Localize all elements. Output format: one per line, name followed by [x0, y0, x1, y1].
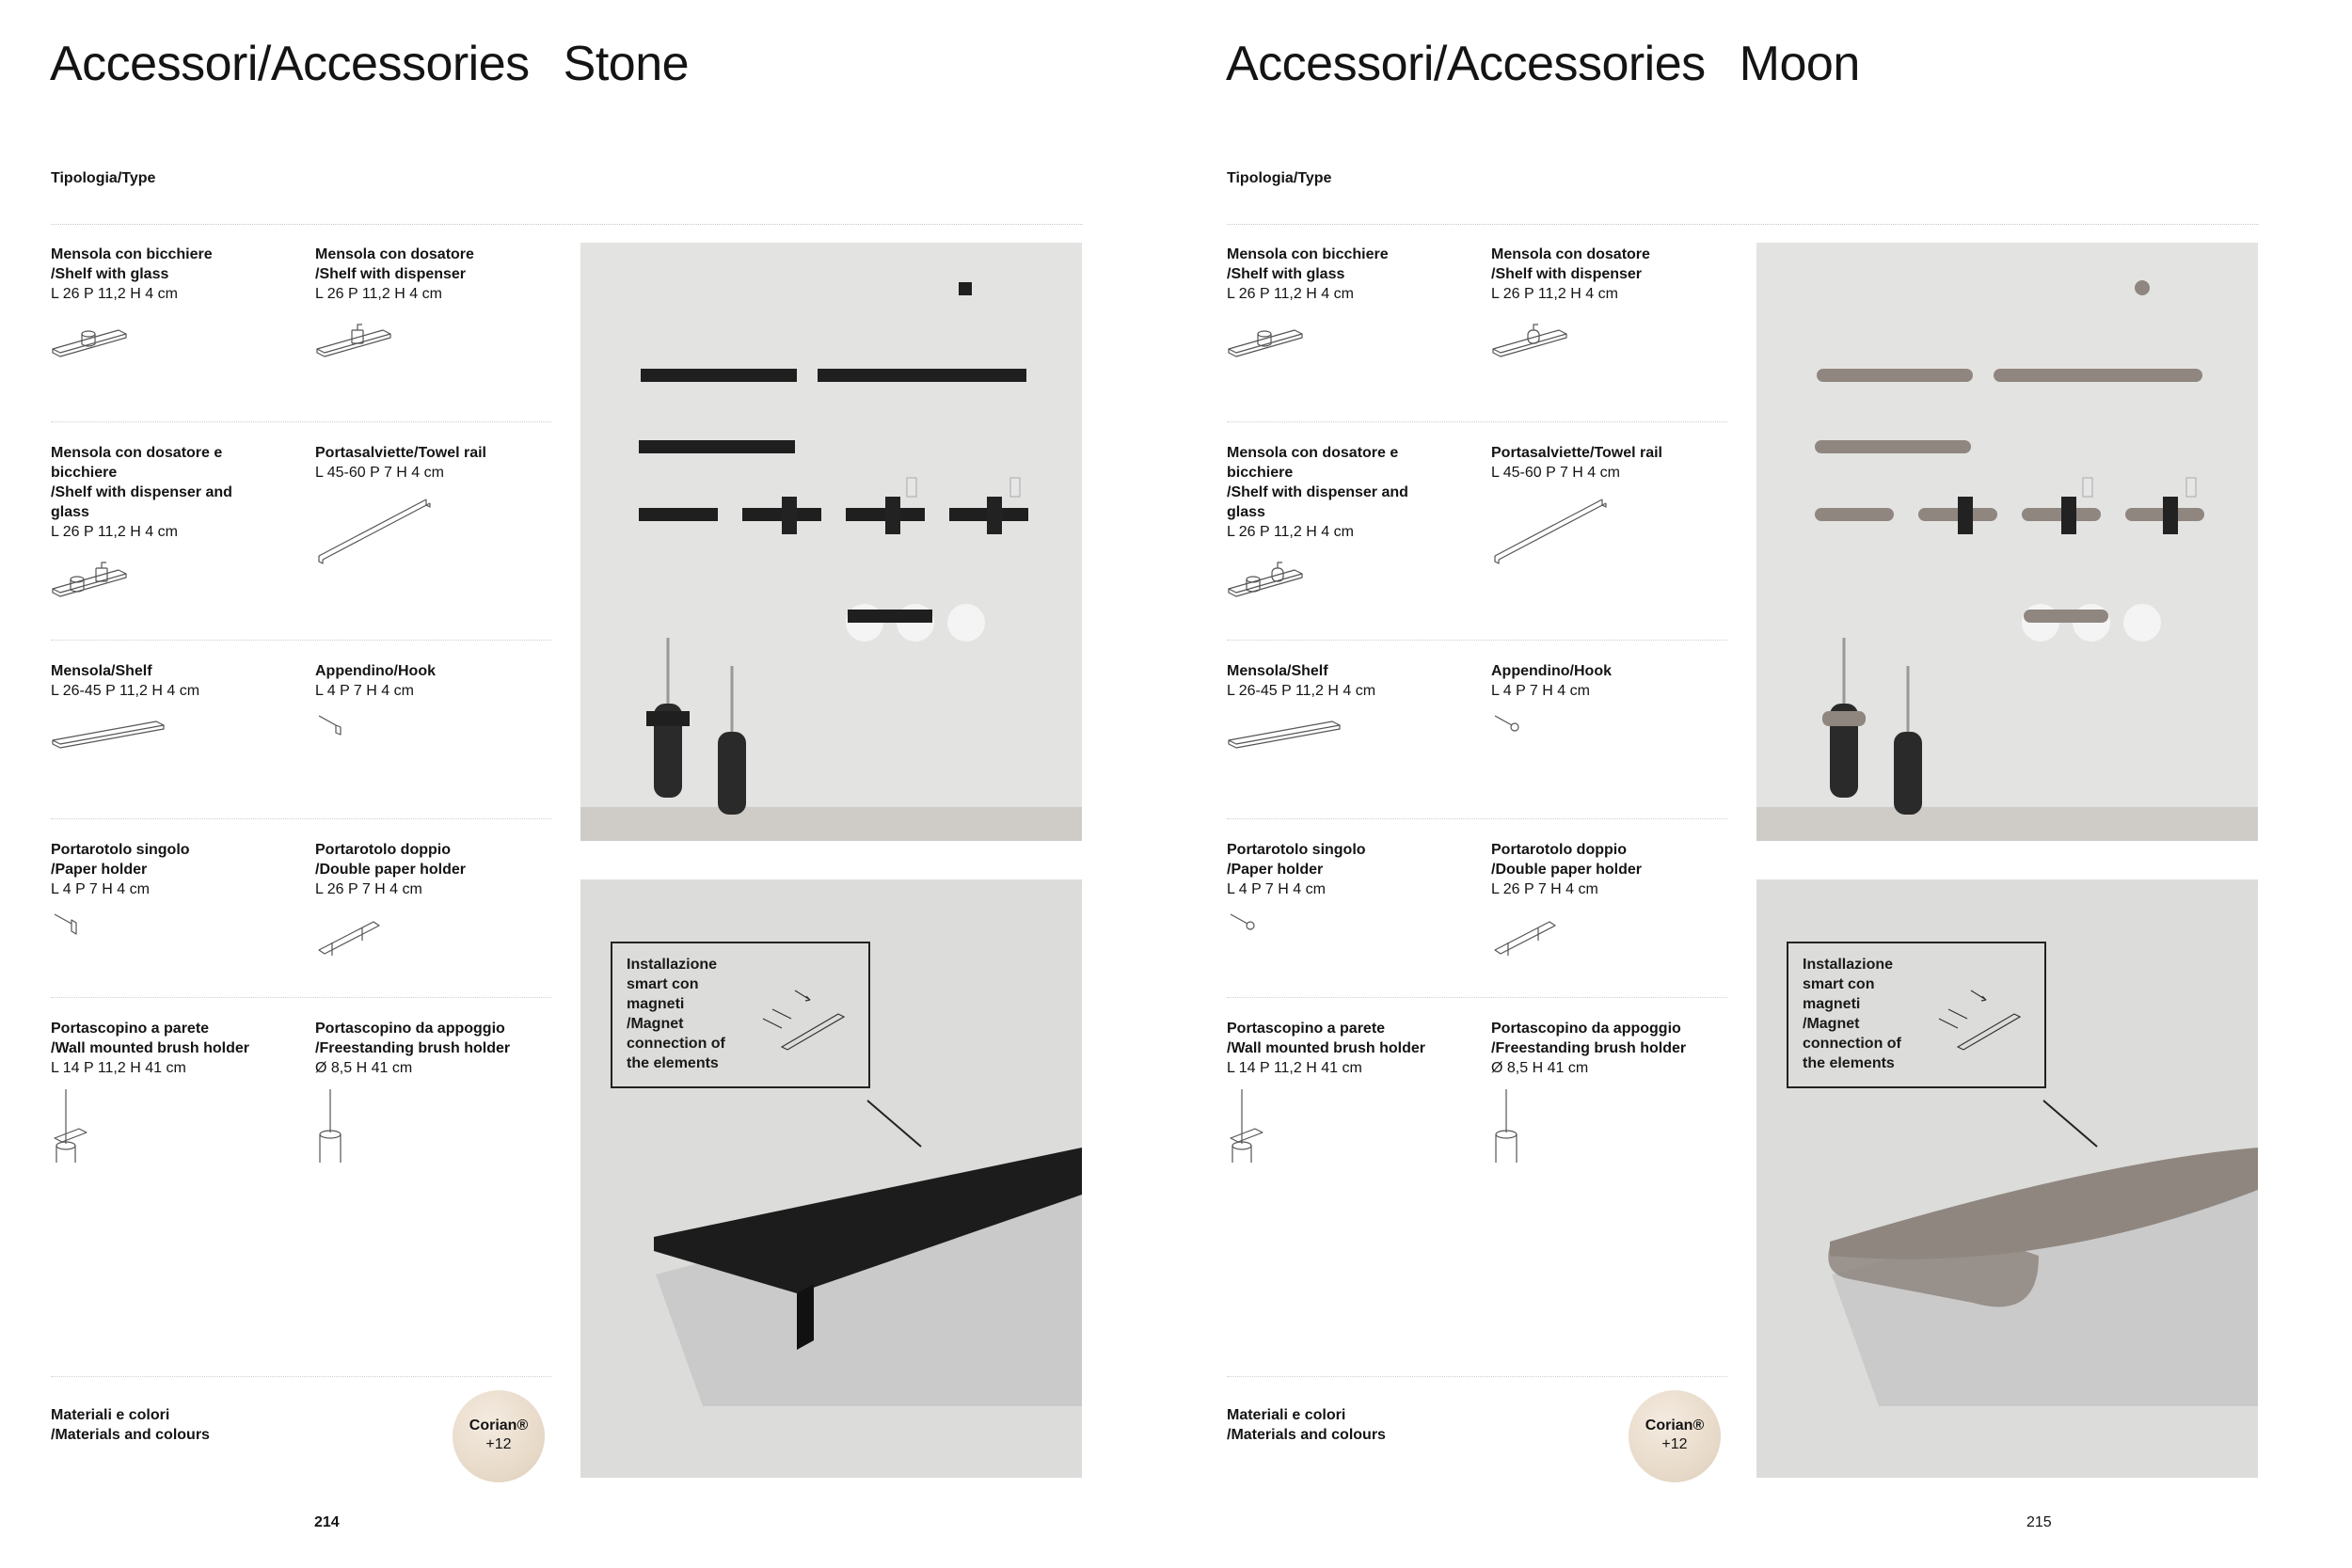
badge-brand: Corian®: [1645, 1418, 1705, 1433]
accessory-name: Mensola con bicchiere /Shelf with glass: [1227, 246, 1389, 282]
accessory-name: Mensola/Shelf: [1227, 663, 1328, 679]
accessory-dimensions: L 4 P 7 H 4 cm: [51, 881, 150, 897]
accessory-dimensions: L 26 P 11,2 H 4 cm: [51, 524, 178, 540]
magnet-diagram-icon: [754, 962, 857, 1066]
callout-text: Installazione smart con magneti /Magnet connection of the elements: [1803, 957, 1901, 1071]
product-photo-scene: [580, 243, 1082, 841]
accessory-item: [1491, 661, 1726, 785]
product-photo-scene: [1756, 243, 2258, 841]
accessory-name: Mensola con dosatore /Shelf with dispenser: [1491, 246, 1650, 282]
shelf-glass-icon: [51, 313, 173, 388]
badge-brand: Corian®: [469, 1418, 529, 1433]
accessory-name: Portarotolo singolo /Paper holder: [51, 842, 190, 878]
accessory-name: Portascopino da appoggio /Freestanding brush holder: [1491, 1021, 1687, 1056]
double-paper-holder-icon: [1491, 909, 1613, 984]
accessory-name: Mensola con bicchiere /Shelf with glass: [51, 246, 213, 282]
accessory-item: [51, 840, 286, 984]
accessory-name: Portasalviette/Towel rail: [315, 445, 486, 461]
accessory-row: [1227, 818, 1727, 998]
shelf-dispenser-icon: [1491, 313, 1613, 388]
accessory-dimensions: L 26 P 7 H 4 cm: [1491, 881, 1598, 897]
towel-rail-icon: [1491, 492, 1613, 567]
accessory-item: [51, 443, 286, 626]
accessory-row: [1227, 421, 1727, 641]
accessory-dimensions: L 26 P 11,2 H 4 cm: [1227, 286, 1354, 302]
materials-section: [51, 1376, 551, 1452]
materials-label: Materiali e colori /Materials and colours: [1227, 1407, 1386, 1443]
product-photo: [580, 243, 1082, 841]
badge-count: +12: [485, 1436, 512, 1452]
product-photo: [1756, 243, 2258, 841]
accessory-dimensions: Ø 8,5 H 41 cm: [315, 1060, 413, 1076]
accessory-row: [1227, 640, 1727, 819]
installation-callout: [611, 942, 870, 1088]
accessory-name: Portarotolo doppio /Double paper holder: [1491, 842, 1643, 878]
shelf-icon: [1227, 710, 1349, 785]
accessory-name: Portasalviette/Towel rail: [1491, 445, 1662, 461]
accessory-dimensions: L 4 P 7 H 4 cm: [1491, 683, 1590, 699]
variant-name: Stone: [563, 37, 690, 91]
accessory-item: [315, 443, 550, 567]
accessory-item: [1491, 245, 1726, 388]
wall-brush-holder-icon: [1227, 1087, 1349, 1163]
accessory-row: [1227, 224, 1727, 421]
accessory-name: Portascopino a parete /Wall mounted brush holder: [1227, 1021, 1425, 1056]
accessory-name: Portarotolo singolo /Paper holder: [1227, 842, 1366, 878]
page-number: 214: [314, 1514, 340, 1530]
accessory-name: Appendino/Hook: [315, 663, 436, 679]
accessory-item: [51, 661, 286, 785]
towel-rail-icon: [315, 492, 437, 567]
hook-icon: [1491, 710, 1613, 785]
variant-name: Moon: [1739, 37, 1860, 91]
detail-photo: [1756, 879, 2258, 1478]
page-title: [50, 37, 690, 91]
section-heading: Accessori/Accessories: [50, 37, 530, 91]
accessory-dimensions: L 26 P 11,2 H 4 cm: [315, 286, 442, 302]
shelf-dispenser-icon: [315, 313, 437, 388]
accessory-name: Appendino/Hook: [1491, 663, 1612, 679]
magnet-diagram-icon: [1930, 962, 2033, 1066]
accessory-name: Portascopino da appoggio /Freestanding brush holder: [315, 1021, 511, 1056]
accessory-item: [1491, 443, 1726, 567]
accessory-dimensions: L 14 P 11,2 H 41 cm: [51, 1060, 186, 1076]
accessory-row: [51, 224, 551, 421]
accessory-dimensions: L 26 P 7 H 4 cm: [315, 881, 422, 897]
shelf-icon: [51, 710, 173, 785]
accessory-item: [315, 661, 550, 785]
accessory-dimensions: L 26-45 P 11,2 H 4 cm: [51, 683, 200, 699]
accessory-item: [1227, 245, 1462, 388]
accessory-item: [1491, 1019, 1726, 1163]
freestanding-brush-holder-icon: [315, 1087, 437, 1163]
accessory-name: Portascopino a parete /Wall mounted brush holder: [51, 1021, 249, 1056]
accessory-name: Mensola con dosatore e bicchiere /Shelf with dispenser and glass: [51, 445, 232, 520]
shelf-glass-icon: [1227, 313, 1349, 388]
double-paper-holder-icon: [315, 909, 437, 984]
accessory-dimensions: L 45-60 P 7 H 4 cm: [315, 465, 444, 481]
hook-icon: [315, 710, 437, 785]
callout-text: Installazione smart con magneti /Magnet connection of the elements: [627, 957, 725, 1071]
shelf-dispenser-glass-icon: [51, 551, 173, 626]
accessory-item: [1227, 661, 1462, 785]
accessory-name: Mensola con dosatore /Shelf with dispenser: [315, 246, 474, 282]
accessory-dimensions: L 4 P 7 H 4 cm: [1227, 881, 1326, 897]
accessory-row: [1227, 997, 1727, 1224]
accessory-dimensions: L 45-60 P 7 H 4 cm: [1491, 465, 1620, 481]
accessory-item: [1227, 840, 1462, 984]
materials-label: Materiali e colori /Materials and colours: [51, 1407, 210, 1443]
wall-brush-holder-icon: [51, 1087, 173, 1163]
paper-holder-icon: [1227, 909, 1349, 984]
installation-callout: [1787, 942, 2046, 1088]
accessory-dimensions: L 26 P 11,2 H 4 cm: [51, 286, 178, 302]
paper-holder-icon: [51, 909, 173, 984]
page-number: 215: [2026, 1514, 2052, 1530]
accessory-dimensions: L 14 P 11,2 H 41 cm: [1227, 1060, 1362, 1076]
accessory-name: Portarotolo doppio /Double paper holder: [315, 842, 467, 878]
accessory-name: Mensola con dosatore e bicchiere /Shelf with dispenser and glass: [1227, 445, 1408, 520]
accessory-item: [51, 245, 286, 388]
accessory-row: [51, 997, 551, 1224]
accessory-row: [51, 640, 551, 819]
accessory-dimensions: L 26 P 11,2 H 4 cm: [1227, 524, 1354, 540]
accessory-row: [51, 421, 551, 641]
material-badge: [1629, 1390, 1721, 1482]
accessory-item: [1491, 840, 1726, 984]
accessory-item: [315, 1019, 550, 1163]
badge-count: +12: [1661, 1436, 1688, 1452]
accessory-dimensions: L 4 P 7 H 4 cm: [315, 683, 414, 699]
type-label: Tipologia/Type: [1227, 170, 1332, 186]
material-badge: [453, 1390, 545, 1482]
type-label: Tipologia/Type: [51, 170, 156, 186]
accessory-dimensions: L 26-45 P 11,2 H 4 cm: [1227, 683, 1376, 699]
accessory-row: [51, 818, 551, 998]
detail-photo: [580, 879, 1082, 1478]
page-title: [1226, 37, 1860, 91]
section-heading: Accessori/Accessories: [1226, 37, 1706, 91]
accessory-item: [315, 245, 550, 388]
accessory-dimensions: L 26 P 11,2 H 4 cm: [1491, 286, 1618, 302]
freestanding-brush-holder-icon: [1491, 1087, 1613, 1163]
accessory-name: Mensola/Shelf: [51, 663, 152, 679]
accessory-item: [51, 1019, 286, 1163]
accessory-item: [315, 840, 550, 984]
accessory-item: [1227, 1019, 1462, 1163]
shelf-dispenser-glass-icon: [1227, 551, 1349, 626]
accessory-dimensions: Ø 8,5 H 41 cm: [1491, 1060, 1589, 1076]
materials-section: [1227, 1376, 1727, 1452]
catalog-page-moon: [1176, 0, 2352, 1568]
accessory-item: [1227, 443, 1462, 626]
